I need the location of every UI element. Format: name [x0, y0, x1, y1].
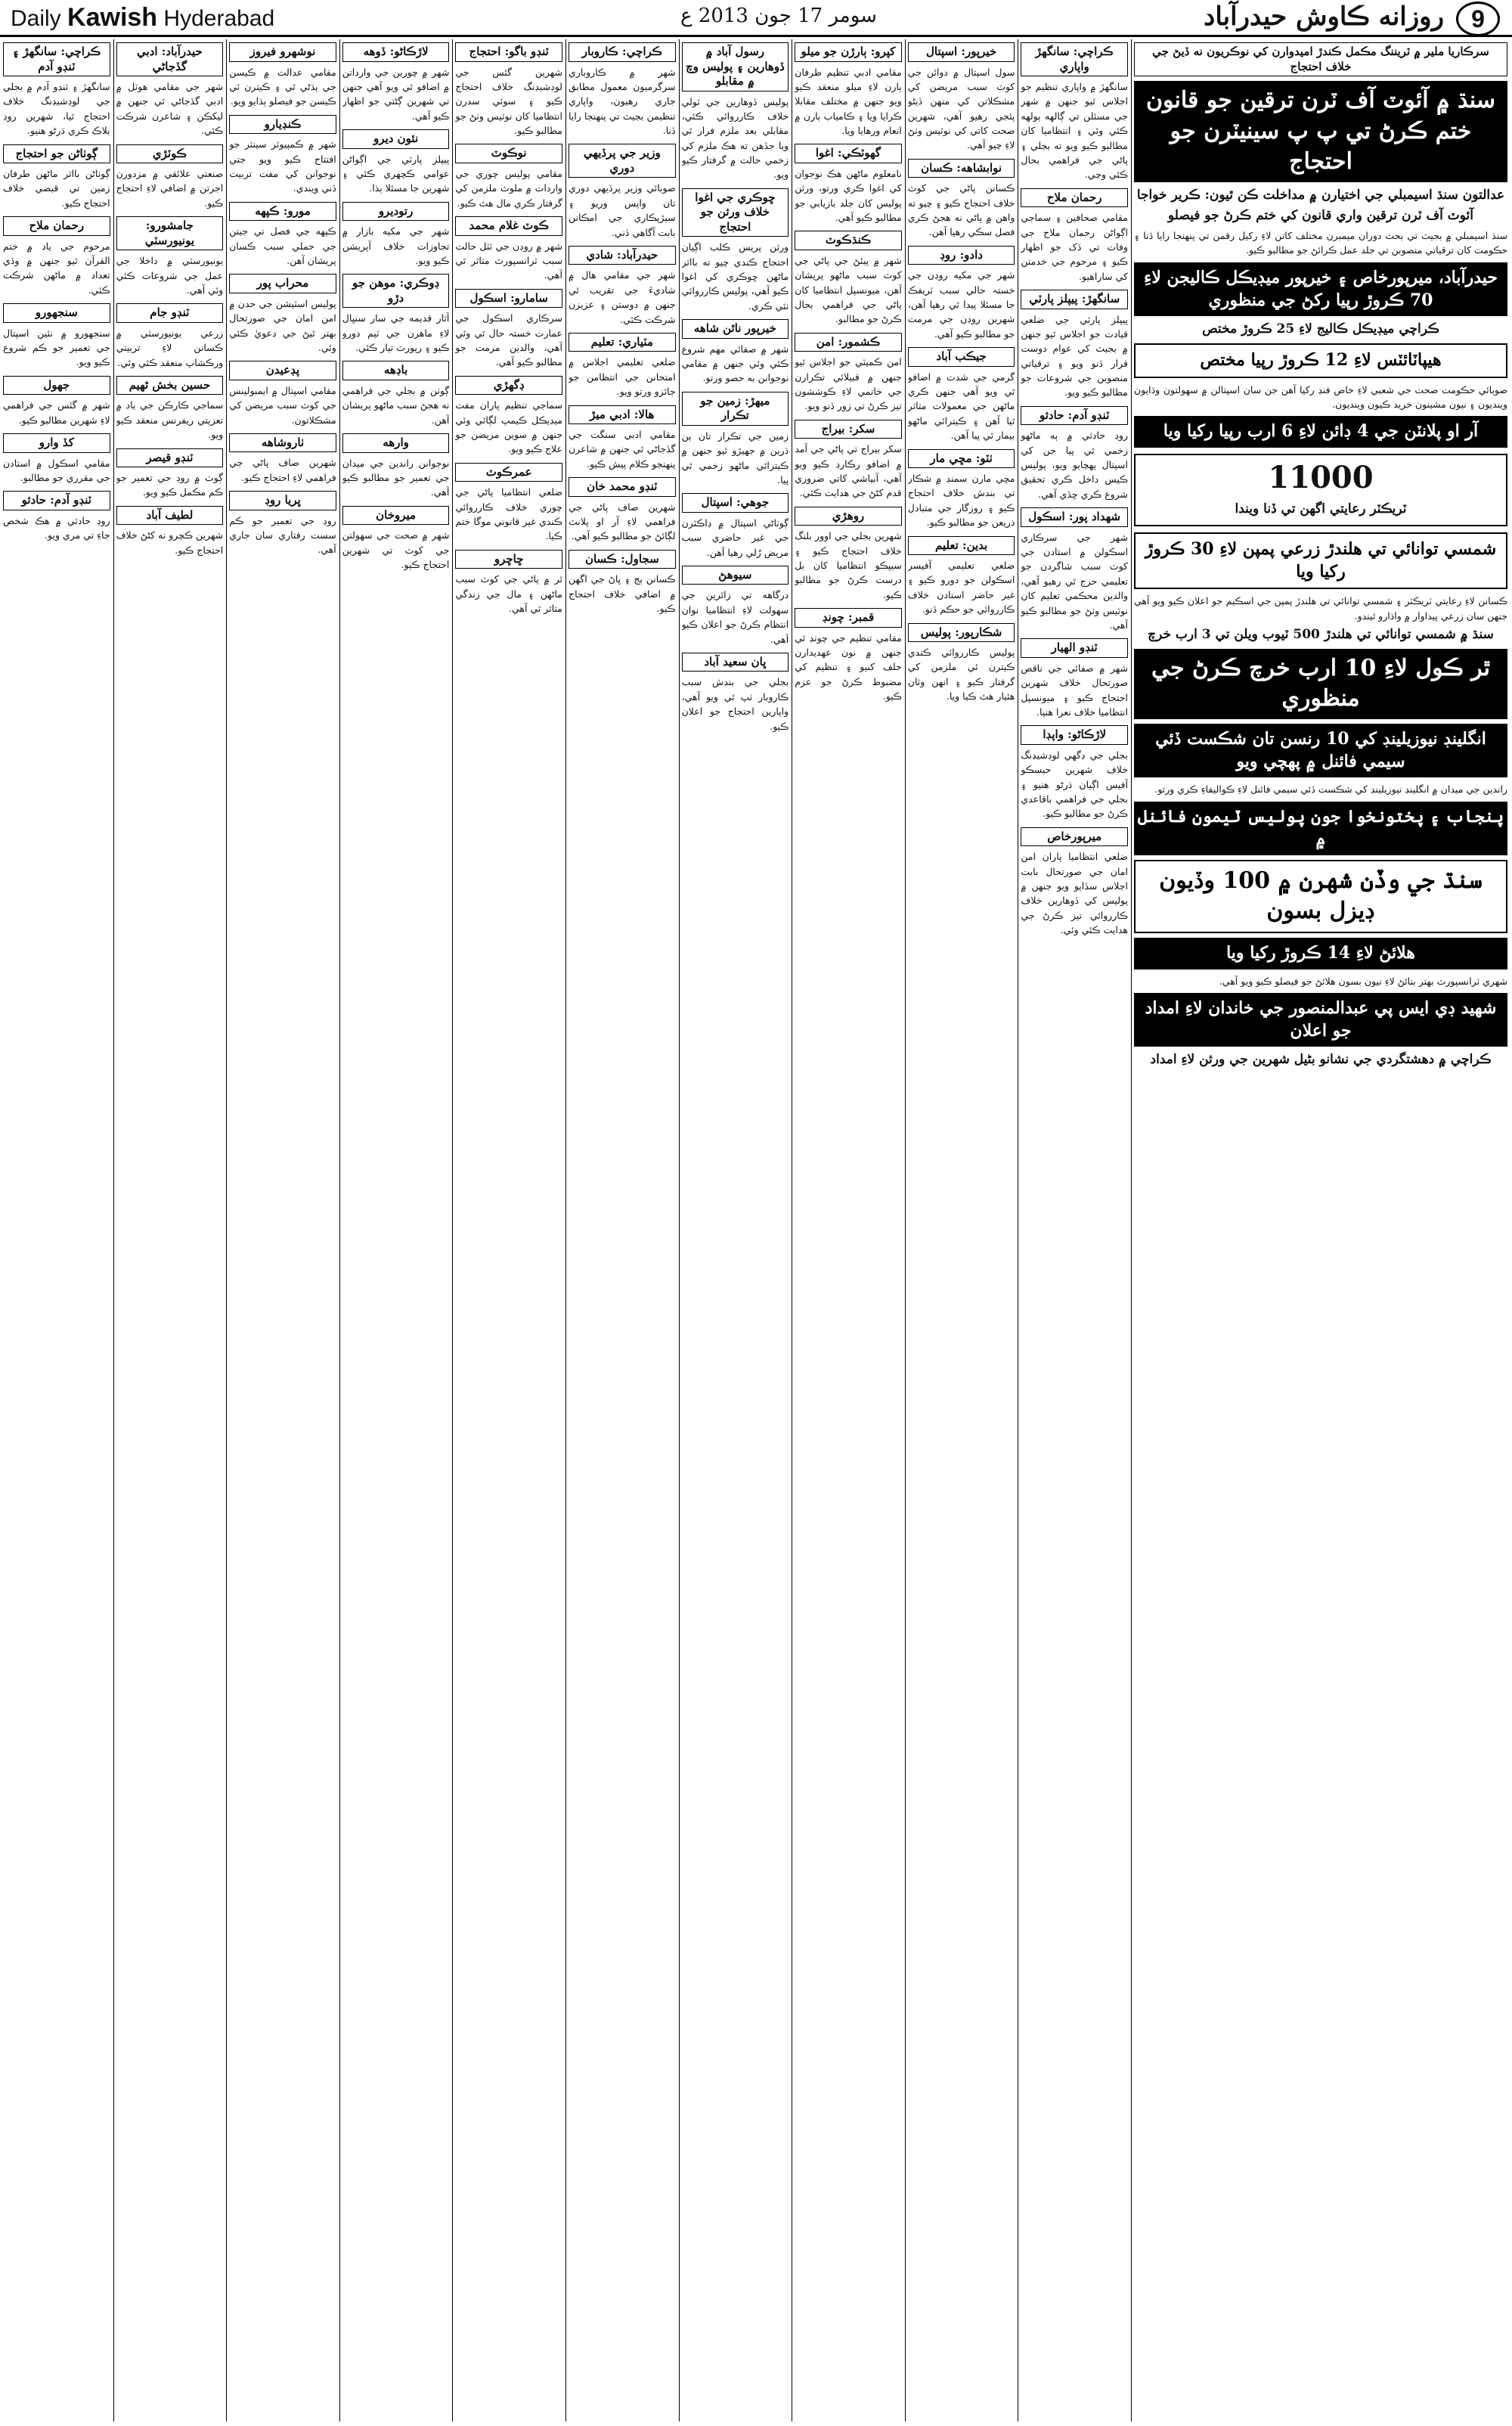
story-headline: ٺاروشاهه: [229, 433, 336, 453]
story-body: بجلي جي بندش سبب ڪاروبار ٺپ ٿي ويو آهي، واپارين احتجاج جو اعلان ڪيو.: [681, 676, 789, 732]
story-headline: ميرپورخاص: [1021, 827, 1128, 847]
story-body: ڪسانن پاڻي جي کوٽ خلاف احتجاج ڪيو ۽ چيو ته واهن ۾ پاڻي نه هجڻ ڪري فصل سڪي رهيا آهن.: [907, 182, 1015, 238]
story-headline: ڇوڪري جي اغوا خلاف ورثن جو احتجاج: [682, 188, 789, 237]
story-body: شهرين صاف پاڻي جي فراهمي لاءِ آر او پلانٽ لڳائڻ جو مطالبو ڪيو آهي.: [569, 501, 676, 542]
story-headline: رسول آباد ۾ ڏوهارين ۽ پوليس وچ ۾ مقابلو: [682, 42, 789, 92]
news-story: [569, 405, 676, 472]
story-body: درگاهه تي زائرين جي سهولت لاءِ انتظاميا نوان انتظام ڪرڻ جو اعلان ڪيو آهي.: [681, 589, 789, 645]
story-body: ڪسانن ٻج ۽ ڀاڻ جي اگهن ۾ اضافي خلاف احتجاج ڪيو.: [569, 573, 676, 614]
news-story: [1021, 188, 1128, 284]
lead-headline-7: سنڌ ۾ شمسي توانائي تي هلندڙ 500 ٽيوب ويلن تي 3 ارب خرچ: [1148, 627, 1494, 643]
story-body: روڊ حادثي ۾ هڪ شخص جاءِ تي مري ويو.: [3, 514, 110, 541]
news-story: [908, 347, 1015, 442]
story-headline: ڊوڪري: موهن جو دڙو: [342, 274, 450, 308]
column-rule: [679, 39, 680, 2421]
column-rule: [339, 39, 340, 2421]
news-story: [569, 550, 676, 616]
news-story: [455, 550, 562, 616]
story-headline: ميهڙ: زمين جو تڪرار: [682, 392, 789, 426]
story-body: شهر ۾ صفائي جي ناقص صورتحال خلاف شهرين احتجاج ڪيو ۽ ميونسپل انتظاميا خلاف نعرا هنيا.: [1021, 662, 1128, 718]
lead-headline-14: ڪراچي ۾ دهشتگردي جي نشانو بڻيل شهرين جي ورثن لاءِ امداد: [1150, 1052, 1492, 1068]
story-body: ضلعي تعليمي اجلاس ۾ امتحانن جي انتظامن جو جائزو ورتو ويو.: [569, 356, 676, 398]
news-story: [3, 433, 110, 485]
story-body: گرمي جي شدت ۾ اضافو ٿي ويو آهي جنهن ڪري ماڻهن جي معمولات متاثر ٿيا آهن ۽ ڪيترائي ماڻهو بيمار ٿي پيا آهن.: [907, 371, 1015, 442]
news-column: [3, 39, 110, 2421]
story-headline: ڊگهڙي: [455, 376, 562, 396]
story-headline: عمرڪوٽ: [455, 463, 562, 482]
news-story: [795, 42, 902, 138]
news-story: [229, 42, 336, 109]
story-body: مقامي پوليس چوري جي واردات ۾ ملوث ملزمن کي گرفتار ڪري مال هٿ ڪيو.: [455, 167, 562, 209]
story-headline: هالا: ادبي ميڙ: [569, 405, 676, 425]
story-body: سکر بيراج تي پاڻي جي آمد ۾ اضافو رڪارڊ ڪيو ويو آهي، آبپاشي کاتي ضروري قدم کڻڻ جي هدايت ڪئي.: [795, 443, 902, 499]
lead-headline-13: شهيد ڊي ايس پي عبدالمنصور جي خاندان لاءِ امداد جو اعلان: [1134, 993, 1507, 1047]
story-body: شهرين صاف پاڻي جي فراهمي لاءِ احتجاج ڪيو.: [229, 457, 336, 483]
story-body: پوليس اسٽيشن جي حدن ۾ امن امان جي صورتحال بهتر ٿيڻ جي دعويٰ ڪئي وئي.: [229, 297, 336, 353]
news-column: [795, 39, 902, 2421]
story-headline: خيرپور: اسپتال: [908, 42, 1015, 62]
story-headline: جوهي: اسپتال: [682, 493, 789, 513]
news-story: [682, 188, 789, 313]
news-story: [229, 115, 336, 196]
story-headline: وارهه: [342, 433, 450, 453]
story-body: نامعلوم ماڻهن هڪ نوجوان کي اغوا ڪري ورتو، ورثن پوليس کان جلد بازيابي جو مطالبو ڪيو آهي.: [795, 167, 902, 223]
news-story: [1021, 290, 1128, 400]
story-headline: روهڙي: [795, 507, 902, 526]
story-headline: رحمان ملاح: [3, 216, 110, 236]
news-story: [1021, 406, 1128, 501]
lead-headline-12: هلائڻ لاءِ 14 ڪروڙ رکيا ويا: [1134, 938, 1507, 969]
story-body: سرڪاري اسڪول جي عمارت خستہ حال ٿي وئي آهي، والدين مرمت جو مطالبو ڪيو آهي.: [455, 312, 562, 368]
story-headline: نوابشاهه: ڪسان: [908, 159, 1015, 178]
story-body: پوليس ڪارروائي ڪندي ڪيترن ئي ملزمن کي گرفتار ڪيو ۽ انهن وٽان هٿيار هٿ ڪيا ويا.: [907, 647, 1015, 703]
news-story: [908, 449, 1015, 530]
story-body: مقامي عدالت ۾ ڪيسن جي ٻڌڻي ٿي ۽ ڪيترن ئي ڪيسن جو فيصلو ٻڌايو ويو.: [229, 66, 336, 107]
story-body: شهر جي مقامي هال ۾ شاديءَ جي تقريب ٿي جنهن ۾ دوستن ۽ عزيزن شرڪت ڪئي.: [569, 269, 676, 325]
news-story: [3, 376, 110, 427]
news-column: [1021, 39, 1128, 2421]
story-headline: رحمان ملاح: [1021, 188, 1128, 208]
story-headline: کڏ وارو: [3, 433, 110, 453]
story-headline: ڪوٽڙي: [116, 144, 224, 164]
nameplate-brand: Kawish: [67, 3, 158, 32]
news-column: [342, 39, 450, 2421]
story-headline: شڪارپور: پوليس: [908, 623, 1015, 643]
news-story: [795, 333, 902, 414]
story-body: ڳوٺ ۾ روڊ جي تعمير جو ڪم مڪمل ڪيو ويو.: [116, 472, 224, 498]
news-story: [908, 246, 1015, 341]
news-story: [569, 42, 676, 138]
story-headline: ڳوٺاڻن جو احتجاج: [3, 144, 110, 164]
news-story: [569, 333, 676, 399]
story-headline: سانگهڙ: پيپلز پارٽي: [1021, 290, 1128, 309]
story-headline: لاڙڪاڻو: ڏوهه: [342, 42, 450, 62]
story-headline: مٽياري: تعليم: [569, 333, 676, 352]
story-headline: ڇاڇرو: [455, 550, 562, 569]
story-body: صوبائي وزير پرڏيهي دوري تان واپس وريو ۽ سيڙپڪاري جي امڪانن بابت آگاهي ڏني.: [569, 182, 676, 238]
news-story: [3, 42, 110, 138]
story-headline: سنجهورو: [3, 303, 110, 323]
news-story: [908, 536, 1015, 617]
story-headline: جهول: [3, 376, 110, 396]
story-headline: ٽنڊو آدم: حادثو: [1021, 406, 1128, 426]
story-body: ضلعي انتظاميا پاران امن امان جي صورتحال بابت اجلاس سڏايو ويو جنهن ۾ پوليس کي ڏوهارين خلاف ڪارروائي تيز ڪرڻ جي هدايت ڪئي وئي.: [1021, 851, 1128, 935]
lead-sub-2: آئوٽ آف ٽرن ترقين واري قانون کي ختم ڪرڻ جو فيصلو: [1168, 208, 1473, 224]
story-headline: بدين: تعليم: [908, 536, 1015, 556]
story-body: شهر جي مکيه روڊن جي خستہ حالي سبب ٽريفڪ جا مسئلا پيدا ٿي رهيا آهن، شهرين روڊن جي مرمت جو مطالبو ڪيو آهي.: [907, 269, 1015, 340]
news-story: [116, 376, 224, 442]
news-story: [116, 303, 224, 370]
story-headline: پڊعيدن: [229, 361, 336, 380]
news-story: [795, 608, 902, 703]
story-body: ضلعي انتظاميا پاڻي جي چوري خلاف ڪارروائي ڪندي غير قانوني موگا ختم ڪيا.: [455, 486, 562, 542]
news-story: [682, 392, 789, 488]
story-headline: باڊهه: [342, 361, 450, 380]
story-headline: ميروخان: [342, 506, 450, 526]
column-rule: [452, 39, 453, 2421]
story-body: روڊ جي تعمير جو ڪم سست رفتاري سان جاري آهي.: [229, 514, 336, 556]
nameplate-prefix: Daily: [11, 6, 61, 31]
story-body: آثار قديمه جي سار سنڀال لاءِ ماهرن جي ٽيم دورو ڪيو ۽ رپورٽ تيار ڪئي.: [342, 312, 450, 353]
news-story: [682, 319, 789, 386]
story-headline: ٽنڊو آدم: حادثو: [3, 491, 110, 510]
story-headline: لطيف آباد: [116, 506, 224, 526]
story-headline: ٽنڊو قيصر: [116, 448, 224, 468]
news-story: [3, 303, 110, 370]
column-rule: [1131, 39, 1132, 2421]
tractor-count: 11000: [1268, 460, 1374, 496]
story-headline: ٺٽو: مڇي مار: [908, 449, 1015, 469]
story-body: سانگهڙ ۾ واپاري تنظيم جو اجلاس ٿيو جنهن ۾ شهر جي مسئلن تي ڳالهه ٻولهه ڪئي وئي ۽ انتظاميا کان مطالبو ڪيو ويو ته بجلي ۽ پاڻي جي فراهمي بحال ڪئي وڃي.: [1021, 81, 1128, 181]
story-body: شهر ۾ صحت جي سهولتن جي کوٽ تي شهرين احتجاج ڪيو.: [342, 529, 450, 570]
news-story: [569, 477, 676, 544]
lead-headline-3: هيپاٽائٽس لاءِ 12 ڪروڙ رپيا مختص: [1134, 343, 1507, 378]
news-story: [908, 159, 1015, 240]
story-body: امن ڪميٽي جو اجلاس ٿيو جنهن ۾ قبيلائي تڪرارن جي خاتمي لاءِ ڪوششون تيز ڪرڻ تي زور ڏنو ويو.: [795, 356, 902, 412]
news-story: [342, 42, 450, 123]
story-body: مقامي تنظيم جي چونڊ ٿي جنهن ۾ نون عهديدارن حلف کنيو ۽ تنظيم کي مضبوط ڪرڻ جو عزم ڪيو.: [795, 631, 902, 703]
story-headline: سامارو: اسڪول: [455, 289, 562, 309]
tractor-headline: ٽريڪٽر رعايتي اگهن تي ڏنا ويندا: [1235, 501, 1407, 517]
news-column: [116, 39, 224, 2421]
story-body: ورثن پريس ڪلب اڳيان احتجاج ڪندي چيو ته بااثر ماڻهن ڇوڪري کي اغوا ڪيو آهي، پوليس ڪارروائي نٿي ڪري.: [681, 241, 789, 312]
lead-body-1: سنڌ اسيمبلي ۾ بجيٽ تي بحث دوران ميمبرن مختلف کاتن لاءِ رکيل رقمن تي پنهنجا رايا ڏنا ۽ حڪومت کان ترقياتي منصوبن تي جلد عمل ڪرائڻ جو مطالبو ڪيو.: [1134, 230, 1507, 256]
news-story: [455, 463, 562, 544]
lead-headline-8: ٿر ڪول لاءِ 10 ارب خرچ ڪرڻ جي منظوري: [1134, 649, 1507, 719]
news-story: [455, 289, 562, 370]
story-body: شهرين گئس جي لوڊشيڊنگ خلاف احتجاج ڪيو ۽ سوئي سدرن انتظاميا کان نوٽيس وٺڻ جو مطالبو ڪيو.: [455, 66, 562, 136]
news-column: [455, 39, 562, 2421]
english-nameplate: [11, 3, 274, 33]
news-column: [682, 39, 789, 2421]
news-story: [116, 506, 224, 557]
sindhi-nameplate: روزانه ڪاوش حيدرآباد: [1204, 2, 1444, 32]
news-column: [229, 39, 336, 2421]
story-body: شهر جي سرڪاري اسڪولن ۾ استادن جي کوٽ سبب شاگردن جو تعليمي حرج ٿي رهيو آهي، والدين محڪمي تعليم کان نوٽيس وٺڻ جو مطالبو ڪيو آهي.: [1021, 531, 1128, 631]
story-body: مقامي ادبي تنظيم طرفان ٻارن لاءِ ميلو منعقد ڪيو ويو جنهن ۾ مختلف مقابلا ڪرايا ويا ۽ ڪامياب ٻارن ۾ انعام ورهايا ويا.: [795, 66, 902, 136]
story-headline: گهوٽڪي: اغوا: [795, 144, 902, 163]
lead-body-4: راندين جي ميدان ۾ انگلينڊ نيوزيلينڊ کي شڪست ڏئي سيمي فائنل لاءِ ڪواليفاءِ ڪري ورتو.: [1154, 783, 1507, 796]
story-headline: سکر: بيراج: [795, 420, 902, 439]
news-story: [455, 42, 562, 138]
story-headline: ڪراچي: سانگهڙ واپاري: [1021, 42, 1128, 76]
story-body: ضلعي تعليمي آفيسر اسڪولن جو دورو ڪيو ۽ غير حاضر استادن خلاف ڪارروائي جو حڪم ڏنو.: [907, 560, 1015, 616]
story-headline: حيدرآباد: ادبي گڏجاڻي: [116, 42, 224, 76]
story-body: ڳوٺاڻن بااثر ماڻهن طرفان زمين تي قبضي خلاف احتجاج ڪيو.: [3, 168, 110, 209]
story-headline: نئون ديرو: [342, 129, 450, 149]
news-column: [908, 39, 1015, 2421]
tractor-box: [1134, 454, 1507, 526]
news-story: [342, 433, 450, 500]
lead-headline-2: حيدرآباد، ميرپورخاص ۽ خيرپور ميڊيڪل ڪاليجن لاءِ 70 ڪروڙ رپيا رکڻ جي منظوري: [1134, 262, 1507, 316]
column-rule: [226, 39, 227, 2421]
story-headline: ڀريا روڊ: [229, 491, 336, 510]
news-story: [229, 491, 336, 557]
story-headline: ڪوٽ غلام محمد: [455, 216, 562, 236]
story-headline: ڀان سعيد آباد: [682, 653, 789, 672]
page-number: 9: [1456, 2, 1500, 36]
lead-column: [1134, 39, 1507, 2421]
news-story: [342, 274, 450, 355]
news-story: [1021, 827, 1128, 938]
news-story: [342, 202, 450, 268]
news-column: [569, 39, 676, 2421]
story-body: زمين جي تڪرار تان ٻن ڌرين ۾ جهيڙو ٿيو جنهن ۾ ڪيترائي ماڻهو زخمي ٿي پيا.: [681, 430, 789, 486]
story-headline: نوڪوٽ: [455, 144, 562, 163]
story-body: پيپلز پارٽي جي ضلعي قيادت جو اجلاس ٿيو جنهن ۾ بجيٽ کي عوام دوست قرار ڏنو ويو ۽ ترقياتي منصوبن جي شروعات جو مطالبو ڪيو ويو.: [1021, 313, 1128, 399]
story-body: ٿر ۾ پاڻي جي کوٽ سبب ماڻهن ۽ مال جي زندگي متاثر ٿي آهي.: [455, 573, 562, 614]
news-story: [682, 566, 789, 647]
story-headline: جامشورو: يونيورسٽي: [116, 216, 224, 250]
story-headline: ٽنڊو جام: [116, 303, 224, 323]
column-rule: [565, 39, 566, 2421]
news-story: [795, 231, 902, 326]
story-headline: دادو: روڊ: [908, 246, 1015, 265]
story-body: روڊ حادثي ۾ ٻه ماڻهو زخمي ٿي پيا جن کي اسپتال پهچايو ويو، پوليس ڪيس داخل ڪري تحقيق شروع ڪري ڇڏي آهي.: [1021, 430, 1128, 500]
story-body: بجلي جي ڊگهي لوڊشيڊنگ خلاف شهرين حيسڪو آفيس اڳيان ڌرڻو هنيو ۽ بجلي جي فراهمي باقاعدي ڪرڻ جو مطالبو ڪيو.: [1021, 749, 1128, 820]
news-story: [1021, 507, 1128, 632]
story-body: شهرين بجلي جي اوور بلنگ خلاف احتجاج ڪيو ۽ سيپڪو انتظاميا کان بل درست ڪرڻ جو مطالبو ڪيو.: [795, 530, 902, 600]
story-body: مقامي صحافين ۽ سماجي اڳواڻن رحمان ملاح جي وفات تي ڏک جو اظهار ڪيو ۽ مرحوم جي خدمتن کي ساراهيو.: [1021, 212, 1128, 282]
story-body: صنعتي علائقي ۾ مزدورن اجرتن ۾ اضافي لاءِ احتجاج ڪيو.: [116, 168, 224, 209]
news-story: [569, 144, 676, 240]
story-headline: ڪراچي: ڪاروبار: [569, 42, 676, 62]
story-body: شهر جي مقامي هوٽل ۾ ادبي گڏجاڻي ٿي جنهن ۾ ليکڪن ۽ شاعرن شرڪت ڪئي.: [116, 81, 224, 137]
lead-headline-11: سنڌ جي وڏن شهرن ۾ 100 وڏيون ڊيزل بسون: [1134, 860, 1507, 933]
story-body: شهر ۾ صفائي مهم شروع ڪئي وئي جنهن ۾ مقامي نوجوانن به حصو ورتو.: [681, 343, 789, 384]
story-headline: ٽنڊو محمد خان: [569, 477, 676, 497]
story-body: شهر ۾ ڪاروباري سرگرميون معمول مطابق جاري رهيون، واپاري تنظيمن بجيٽ تي پنهنجا رايا ڏنا.: [569, 66, 676, 136]
lead-sub-1: عدالتون سنڌ اسيمبلي جي اختيارن ۾ مداخلت ڪن ٿيون: ڪرير خواجا: [1136, 187, 1505, 203]
story-headline: نوشهرو فيروز: [229, 42, 336, 62]
story-body: شهر جي مکيه بازار ۾ تجاوزات خلاف آپريشن ڪيو ويو.: [342, 225, 450, 266]
lead-body-3: ڪسانن لاءِ رعايتي ٽريڪٽر ۽ شمسي توانائي تي هلندڙ پمپن جي اسڪيم جو اعلان ڪيو ويو آهي جنهن سان زرعي پيداوار ۾ واڌارو ٿيندو.: [1134, 595, 1507, 622]
news-story: [455, 216, 562, 283]
story-body: شهر ۾ روڊن جي ٽٽل حالت سبب ٽرانسپورٽ متاثر ٿي آهي.: [455, 240, 562, 281]
lead-headline-6: شمسي توانائي تي هلندڙ زرعي پمپن لاءِ 30 ڪروڙ رکيا ويا: [1134, 532, 1507, 589]
news-story: [455, 376, 562, 457]
story-body: زرعي يونيورسٽي ۾ ڪسانن لاءِ تربيتي ورڪشاپ منعقد ڪئي وئي.: [116, 327, 224, 368]
news-story: [682, 653, 789, 734]
story-body: يونيورسٽي ۾ داخلا جي عمل جي شروعات ڪئي وئي آهي.: [116, 255, 224, 296]
news-story: [1021, 42, 1128, 182]
lead-body-2: صوبائي حڪومت صحت جي شعبي لاءِ خاص فنڊ رکيا آهن جن سان اسپتالن ۾ سهولتون وڌايون وينديون ۽ نيون مشينون خريد ڪيون وينديون.: [1134, 383, 1507, 411]
story-headline: ڪنڌڪوٽ: [795, 231, 902, 250]
story-headline: محراب پور: [229, 274, 336, 293]
news-story: [795, 420, 902, 501]
story-headline: حسين بخش ٿهيم: [116, 376, 224, 396]
masthead: [0, 0, 1512, 37]
story-headline: سيوهڻ: [682, 566, 789, 585]
news-story: [1021, 638, 1128, 719]
news-story: [908, 623, 1015, 704]
story-headline: وزير جي پرڏيهي دوري: [569, 144, 676, 178]
story-headline: قمبر: چونڊ: [795, 608, 902, 628]
story-headline: حيدرآباد: شادي: [569, 246, 676, 265]
story-body: پيپلز پارٽي جي اڳواڻن عوامي ڪچهري ڪئي ۽ شهرين جا مسئلا ٻڌا.: [342, 153, 450, 194]
story-headline: مورو: ڪپهه: [229, 202, 336, 222]
story-headline: لاڙڪاڻو: واپڊا: [1021, 725, 1128, 745]
story-headline: سجاول: ڪسان: [569, 550, 676, 569]
news-story: [569, 246, 676, 327]
story-body: نوجوانن راندين جي ميدان جي تعمير جو مطالبو ڪيو آهي.: [342, 457, 450, 498]
story-body: سانگهڙ ۽ ٽنڊو آدم ۾ بجلي جي لوڊشيڊنگ خلاف احتجاج ٿيا، شهرين روڊ بلاڪ ڪري ڌرڻو هنيو.: [3, 81, 110, 137]
nameplate-city: Hyderabad: [163, 6, 275, 31]
story-body: سنجهورو ۾ نئين اسپتال جي تعمير جو ڪم شروع ڪيو ويو.: [3, 327, 110, 368]
story-headline: ٽنڊو الهيار: [1021, 638, 1128, 658]
story-headline: ٽنڊو باگو: احتجاج: [455, 42, 562, 62]
story-body: مقامي ادبي سنگت جي گڏجاڻي ٿي جنهن ۾ شاعرن پنهنجو ڪلام پيش ڪيو.: [569, 429, 676, 470]
news-story: [682, 42, 789, 182]
news-story: [682, 493, 789, 560]
story-body: پوليس ڏوهارين جي ٽولي خلاف ڪارروائي ڪئي، مقابلي بعد ملزم فرار ٿي ويا جڏهن ته هڪ ملزم کي زخمي حالت ۾ گرفتار ڪيو ويو.: [681, 95, 789, 181]
lead-sub-3: ڪراچي ميڊيڪل ڪاليج لاءِ 25 ڪروڙ مختص: [1202, 321, 1439, 337]
news-story: [116, 216, 224, 297]
issue-date: سومر 17 جون 2013 ع: [680, 5, 877, 27]
news-story: [908, 42, 1015, 153]
news-story: [1021, 725, 1128, 821]
story-body: سماجي تنظيم پاران مفت ميڊيڪل ڪيمپ لڳائي وئي جنهن ۾ سوين مريضن جو علاج ڪيو ويو.: [455, 399, 562, 455]
lead-body-5: شهري ٽرانسپورٽ بهتر بنائڻ لاءِ نيون بسون هلائڻ جو فيصلو ڪيو ويو آهي.: [1219, 975, 1507, 987]
news-story: [229, 202, 336, 268]
news-story: [342, 129, 450, 196]
news-story: [116, 144, 224, 211]
story-headline: خيرپور ناٿن شاهه: [682, 319, 789, 339]
lead-kicker: سرڪاريا ملير ۾ ٽريننگ مڪمل ڪندڙ اميدوارن کي نوڪريون نه ڏيڻ جي خلاف احتجاج: [1134, 42, 1507, 76]
story-body: مقامي اسپتال ۾ ايمبولينس جي کوٽ سبب مريضن کي مشڪلاتون.: [229, 384, 336, 426]
news-story: [229, 433, 336, 485]
story-headline: ڪشمور: امن: [795, 333, 902, 352]
story-headline: ڪراچي: سانگهڙ ۽ ٽنڊو آدم: [3, 42, 110, 76]
news-story: [795, 507, 902, 602]
news-story: [342, 361, 450, 427]
news-story: [795, 144, 902, 225]
story-body: ڪپهه جي فصل تي جيتن جي حملي سبب ڪسان پريشان آهن.: [229, 225, 336, 266]
story-headline: جيڪب آباد: [908, 347, 1015, 367]
news-story: [455, 144, 562, 210]
lead-headline-9: انگلينڊ نيوزيلينڊ کي 10 رنسن تان شڪست ڏئي سيمي فائنل ۾ پهچي ويو: [1134, 724, 1507, 777]
story-body: شهر ۾ ڪمپيوٽر سينٽر جو افتتاح ڪيو ويو جتي نوجوانن کي مفت تربيت ڏني ويندي.: [229, 138, 336, 194]
news-story: [116, 448, 224, 500]
column-rule: [113, 39, 114, 2421]
story-body: مڇي مارن سمنڊ ۾ شڪار تي بندش خلاف احتجاج ڪيو ۽ روزگار جي متبادل ذريعن جو مطالبو ڪيو.: [907, 473, 1015, 529]
lead-headline-10: پنجاب ۽ پختونخوا جون پوليس ٽيمون فائنل ۾: [1134, 802, 1507, 855]
story-body: شهر ۾ چورين جي وارداتن ۾ اضافو ٿي ويو آهي جنهن تي شهرين ڳڻتي جو اظهار ڪيو آهي.: [342, 66, 450, 122]
news-story: [229, 361, 336, 427]
story-body: شهرين ڪچرو نه کڻڻ خلاف احتجاج ڪيو.: [116, 529, 224, 556]
story-body: ڳوٺن ۾ بجلي جي فراهمي نه هجڻ سبب ماڻهو پريشان آهن.: [342, 384, 450, 426]
story-body: سول اسپتال ۾ دوائن جي کوٽ سبب مريضن کي مشڪلاتن کي منهن ڏيڻو پئجي رهيو آهي، شهرين صحت کاتي کي نوٽيس وٺڻ لاءِ چيو آهي.: [907, 66, 1015, 151]
story-headline: رتوديرو: [342, 202, 450, 222]
story-body: مقامي اسڪول ۾ استادن جي مقرري جو مطالبو.: [3, 457, 110, 483]
story-body: مرحوم جي ياد ۾ ختم القرآن ٿيو جنهن ۾ وڏي تعداد ۾ ماڻهن شرڪت ڪئي.: [3, 240, 110, 296]
news-story: [3, 491, 110, 542]
story-body: ڳوٺاڻي اسپتال ۾ ڊاڪٽرن جي غير حاضري سبب مريض رُلي رهيا آهن.: [681, 517, 789, 558]
news-story: [3, 144, 110, 211]
lead-headline-1: سنڌ ۾ آئوٽ آف ٽرن ترقين جو قانون ختم ڪرڻ تي پ پ سينيٽرن جو احتجاج: [1134, 81, 1507, 182]
story-body: شهر ۾ پيئڻ جي پاڻي جي کوٽ سبب ماڻهو پريشان آهن، ميونسپل انتظاميا کان پاڻي جي فراهمي بحال ڪرڻ جو مطالبو.: [795, 254, 902, 325]
story-body: شهر ۾ گئس جي فراهمي لاءِ شهرين مطالبو ڪيو.: [3, 399, 110, 426]
news-story: [116, 42, 224, 138]
lead-headline-4: آر او پلانٽن جي 4 ڊائن لاءِ 6 ارب رپيا رکيا ويا: [1134, 416, 1507, 448]
news-story: [3, 216, 110, 297]
story-headline: ڪنڊيارو: [229, 115, 336, 135]
column-rule: [905, 39, 906, 2421]
story-headline: کپرو: ٻارڙن جو ميلو: [795, 42, 902, 62]
story-body: سماجي ڪارڪن جي ياد ۾ تعزيتي ريفرنس منعقد ڪيو ويو.: [116, 399, 224, 441]
story-headline: شهداد پور: اسڪول: [1021, 507, 1128, 527]
news-story: [229, 274, 336, 355]
news-story: [342, 506, 450, 572]
